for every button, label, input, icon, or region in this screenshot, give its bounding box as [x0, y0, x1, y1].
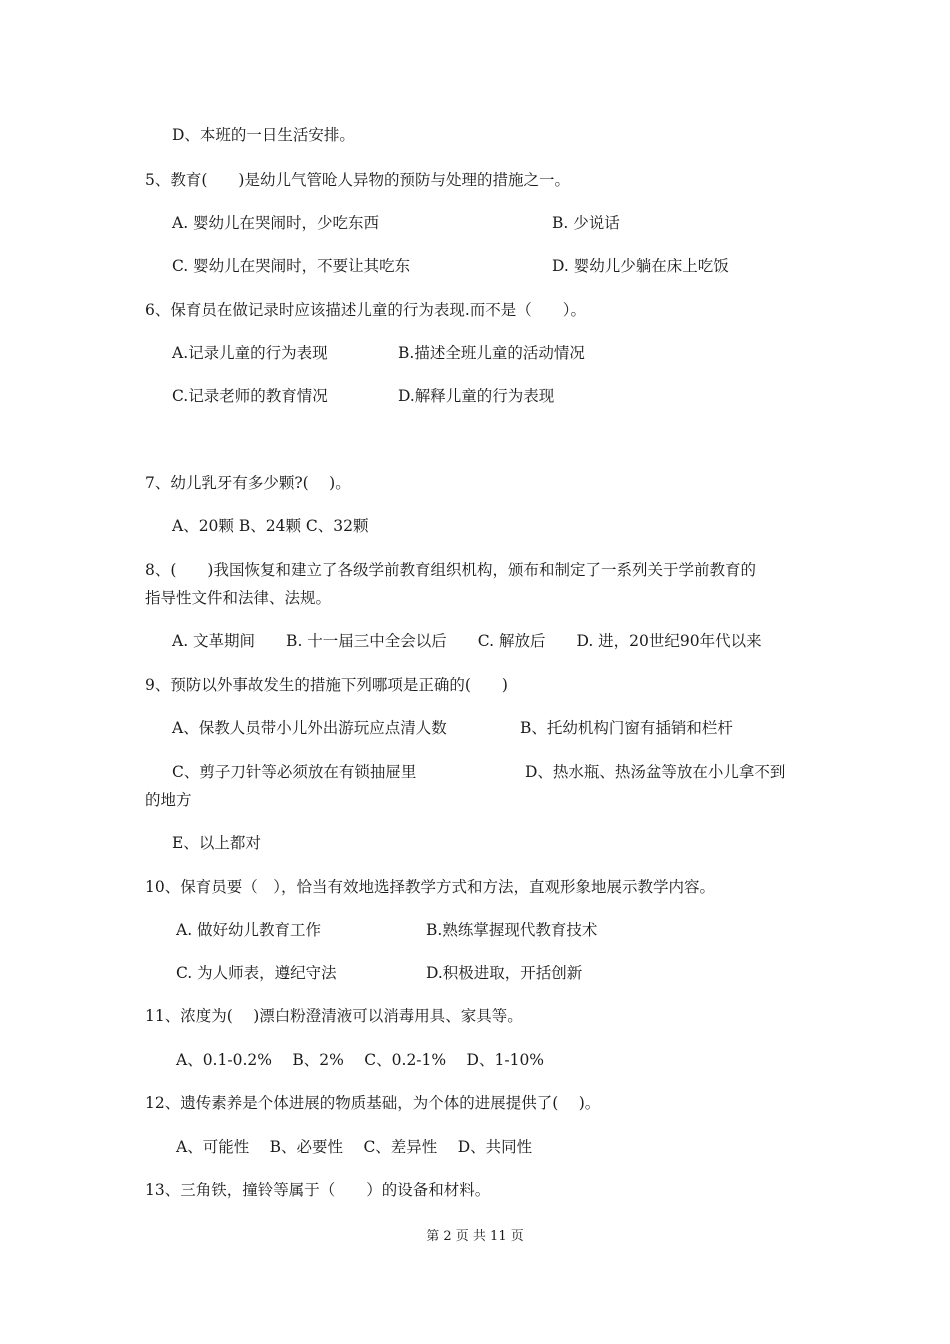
q9-option-d-line-1: D、热水瓶、热汤盆等放在小儿拿不到 — [525, 763, 786, 781]
question-10: 10、保育员要（ ），恰当有效地选择教学方式和方法，直观形象地展示教学内容。 — [145, 878, 715, 896]
q5-option-b: B. 少说话 — [552, 214, 620, 232]
q9-option-b: B、托幼机构门窗有插销和栏杆 — [520, 719, 733, 737]
q9-option-d-line-2: 的地方 — [145, 791, 192, 809]
question-13: 13、三角铁，撞铃等属于（ ）的设备和材料。 — [145, 1181, 491, 1199]
q6-option-c: C.记录老师的教育情况 — [172, 387, 328, 405]
q12-options: A、可能性 B、必要性 C、差异性 D、共同性 — [176, 1138, 533, 1156]
question-11: 11、浓度为( )漂白粉澄清液可以消毒用具、家具等。 — [145, 1007, 523, 1025]
question-8-line-1: 8、( )我国恢复和建立了各级学前教育组织机构，颁布和制定了一系列关于学前教育的 — [145, 561, 756, 579]
q9-option-a: A、保教人员带小儿外出游玩应点清人数 — [172, 719, 447, 737]
q8-options: A. 文革期间 B. 十一届三中全会以后 C. 解放后 D. 进，20世纪90年代以来 — [172, 632, 762, 650]
q7-options: A、20颗 B、24颗 C、32颗 — [172, 517, 369, 535]
q6-option-d: D.解释儿童的行为表现 — [398, 387, 555, 405]
q10-option-b: B.熟练掌握现代教育技术 — [426, 921, 598, 939]
q9-option-e: E、以上都对 — [172, 834, 261, 852]
question-8-line-2: 指导性文件和法律、法规。 — [145, 589, 332, 607]
q5-option-a: A. 婴幼儿在哭闹时，少吃东西 — [172, 214, 380, 232]
q9-option-c: C、剪子刀针等必须放在有锁抽屉里 — [172, 763, 417, 781]
q5-option-c: C. 婴幼儿在哭闹时，不要让其吃东 — [172, 257, 411, 275]
q6-option-a: A.记录儿童的行为表现 — [172, 344, 328, 362]
q10-option-c: C. 为人师表，遵纪守法 — [176, 964, 337, 982]
question-7: 7、幼儿乳牙有多少颗?( )。 — [145, 474, 351, 492]
question-5: 5、教育( )是幼儿气管呛人异物的预防与处理的措施之一。 — [145, 171, 570, 189]
q4-option-d: D、本班的一日生活安排。 — [172, 126, 355, 144]
q5-option-d: D. 婴幼儿少躺在床上吃饭 — [552, 257, 729, 275]
q10-option-d: D.积极进取，开括创新 — [426, 964, 583, 982]
q6-option-b: B.描述全班儿童的活动情况 — [398, 344, 585, 362]
question-9: 9、预防以外事故发生的措施下列哪项是正确的( ) — [145, 676, 508, 694]
page-footer: 第 2 页 共 11 页 — [426, 1229, 524, 1244]
q11-options: A、0.1-0.2% B、2% C、0.2-1% D、1-10% — [176, 1051, 545, 1069]
question-12: 12、遗传素养是个体进展的物质基础，为个体的进展提供了( )。 — [145, 1094, 601, 1112]
q10-option-a: A. 做好幼儿教育工作 — [176, 921, 322, 939]
question-6: 6、保育员在做记录时应该描述儿童的行为表现.而不是（ ）。 — [145, 301, 587, 319]
